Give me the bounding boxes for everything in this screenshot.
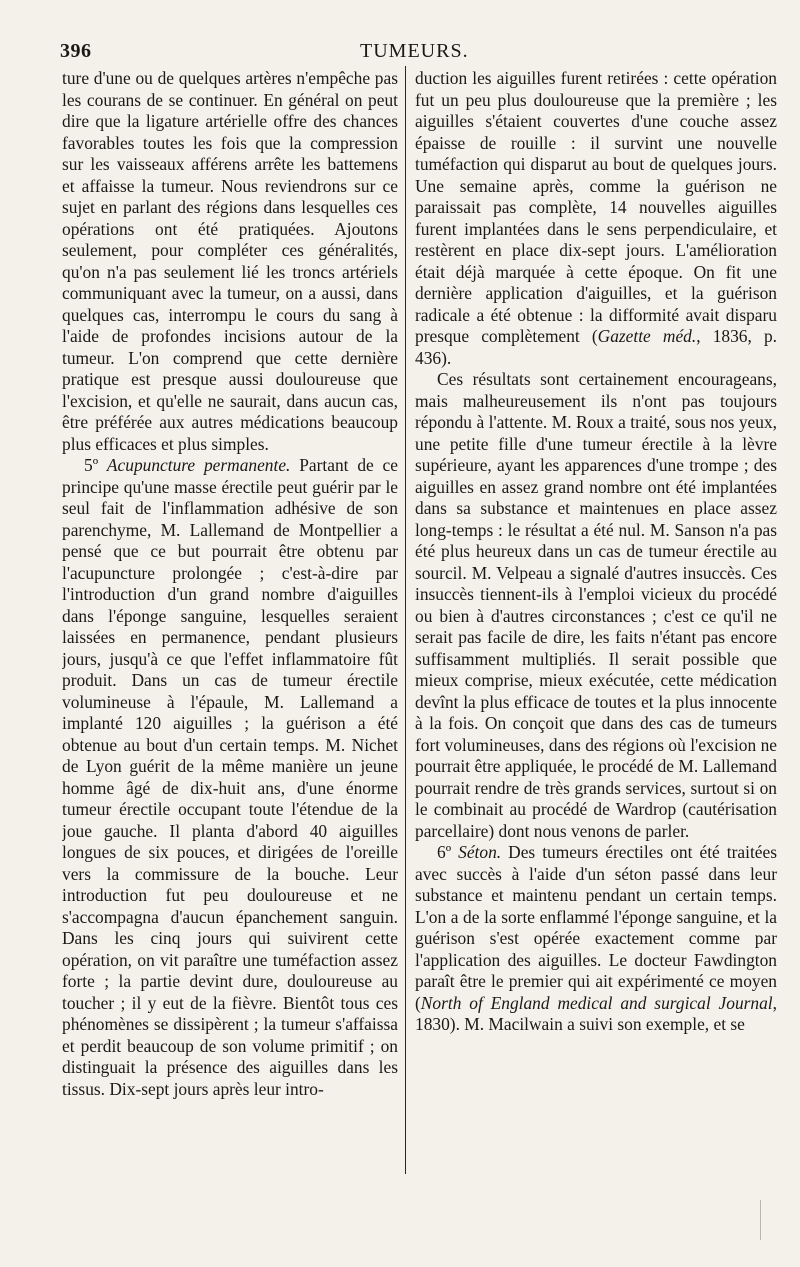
citation-gazette: Gazette méd. — [597, 326, 697, 346]
margin-mark — [760, 1200, 767, 1240]
page-number: 396 — [60, 40, 92, 62]
paragraph-seton — [415, 842, 777, 1036]
section-heading-acupuncture: Acupuncture permanente. — [106, 455, 291, 475]
page-header — [60, 40, 780, 66]
paragraph-text: duction les aiguilles furent retirées : cette opération fut un peu plus douloureuse que la première ; les aiguilles s'étaient couvertes d'une couche assez épaisse de rouille : il survint une nouvelle tuméfaction qui disparut au bout de quelques jours. Une semaine après, comme la guérison ne paraissait pas complète, 14 nouvelles aiguilles furent implantées dans le sens perpendiculaire, et restèrent en place dix-sept jours. L'amélioration était déjà marquée à cette époque. On fit une dernière application d'aiguilles, et la guérison radicale a été obtenue : la difformité avait disparu presque complètement ( — [415, 68, 777, 346]
section-heading-seton: Séton. — [458, 842, 502, 862]
citation-details: , 1830). M. Macilwain a suivi son exemple, et se — [415, 992, 777, 1034]
section-number: 5º — [84, 455, 99, 475]
citation-journal: North of England medical and surgical Journal — [420, 992, 773, 1013]
citation-details: , 1836, p. 436). — [415, 326, 777, 368]
paragraph-ligature — [62, 68, 398, 455]
column-divider — [405, 66, 406, 1174]
section-number: 6º — [437, 842, 452, 862]
paragraph-text: ture d'une ou de quelques artères n'empêche pas les courans de se continuer. En général on peut dire que la ligature artérielle offre des chances favorables toutes les fois que la compression sur les vaisseaux afférens arrête les battemens et affaisse la tumeur. Nous reviendrons sur ce sujet en parlant des régions dans lesquelles ces opérations ont été pratiquées. Ajoutons seulement, pour compléter ces généralités, qu'on n'a pas seulement lié les troncs artériels communiquant avec la tumeur, on a aussi, dans quelques cas, interrompu le cours du sang à l'aide de profondes incisions autour de la tumeur. L'on comprend que cette dernière pratique est presque aussi douloureuse que l'excision, et qu'elle ne saurait, dans aucun cas, être préférée aux autres médications beaucoup plus efficaces et plus simples. — [62, 68, 398, 454]
paragraph-text: Partant de ce principe qu'une masse érectile peut guérir par le seul fait de l'inflammation adhésive de son parenchyme, M. Lallemand de Montpellier a pensé que ce but pourrait être obtenu par l'acupuncture prolongée ; c'est-à-dire par l'introduction d'un grand nombre d'aiguilles dans l'éponge sanguine, lesquelles seraient laissées en permanence, pendant plusieurs jours, jusqu'à ce que l'effet inflammatoire fût produit. Dans un cas de tumeur érectile volumineuse à l'épaule, M. Lallemand a implanté 120 aiguilles ; la guérison a été obtenue au bout d'un certain temps. M. Nichet de Lyon guérit de la même manière un jeune homme âgé de dix-huit ans, d'une énorme tumeur érectile occupant toute l'étendue de la joue gauche. Il planta d'abord 40 aiguilles longues de six pouces, et dirigées de l'oreille vers la commissure de la bouche. Leur introduction fut peu douloureuse et ne s'accompagna d'aucun épanchement sanguin. Dans les cinq jours qui suivirent cette opération, on vit paraître une tuméfaction assez forte ; la partie devint dure, douloureuse au toucher ; il y eut de la fièvre. Bientôt tous ces phénomènes se dissipèrent ; la tumeur s'affaissa et perdit beaucoup de son volume primitif ; on distinguait la présence des aiguilles dans les tissus. Dix-sept jours après leur intro- — [62, 455, 398, 1099]
right-column — [415, 68, 777, 1178]
paragraph-text: Des tumeurs érectiles ont été traitées avec succès à l'aide d'un séton passé dans leur substance et maintenu pendant un certain temps. L'on a de la sorte enflammé l'éponge sanguine, et la guérison s'est opérée exactement comme par l'application des aiguilles. Le docteur Fawdington paraît être le premier qui ait expérimenté ce moyen ( — [415, 842, 777, 1013]
left-column — [62, 68, 398, 1178]
running-title: TUMEURS. — [360, 40, 469, 62]
paragraph-text: Ces résultats sont certainement encourageans, mais malheureusement ils n'ont pas toujours répondu à l'attente. M. Roux a traité, sous nos yeux, une petite fille d'une tumeur érectile à la lèvre supérieure, ayant les apparences d'une trompe ; des aiguilles en assez grand nombre ont été implantées dans sa substance et maintenues en place assez long-temps : le résultat a été nul. M. Sanson n'a pas été plus heureux dans un cas de tumeur érectile au sourcil. M. Velpeau a signalé d'autres insuccès. Ces insuccès tiennent-ils à l'emploi vicieux du procédé ou bien à d'autres circonstances ; c'est ce qu'il ne serait pas facile de dire, les faits n'étant pas encore suffisamment multipliés. Il serait possible que mieux comprise, mieux exécutée, cette médication devînt la plus efficace de toutes et la plus innocente à la fois. On conçoit que dans des cas de tumeurs fort volumineuses, dans des régions où l'excision ne pourrait être appliquée, le procédé de M. Lallemand pourrait rendre de très grands services, surtout si on le combinait au procédé de Wardrop (cautérisation parcellaire) dont nous venons de parler. — [415, 369, 777, 841]
paragraph-continuation — [415, 68, 777, 369]
paragraph-acupuncture — [62, 455, 398, 1100]
paragraph-results — [415, 369, 777, 842]
